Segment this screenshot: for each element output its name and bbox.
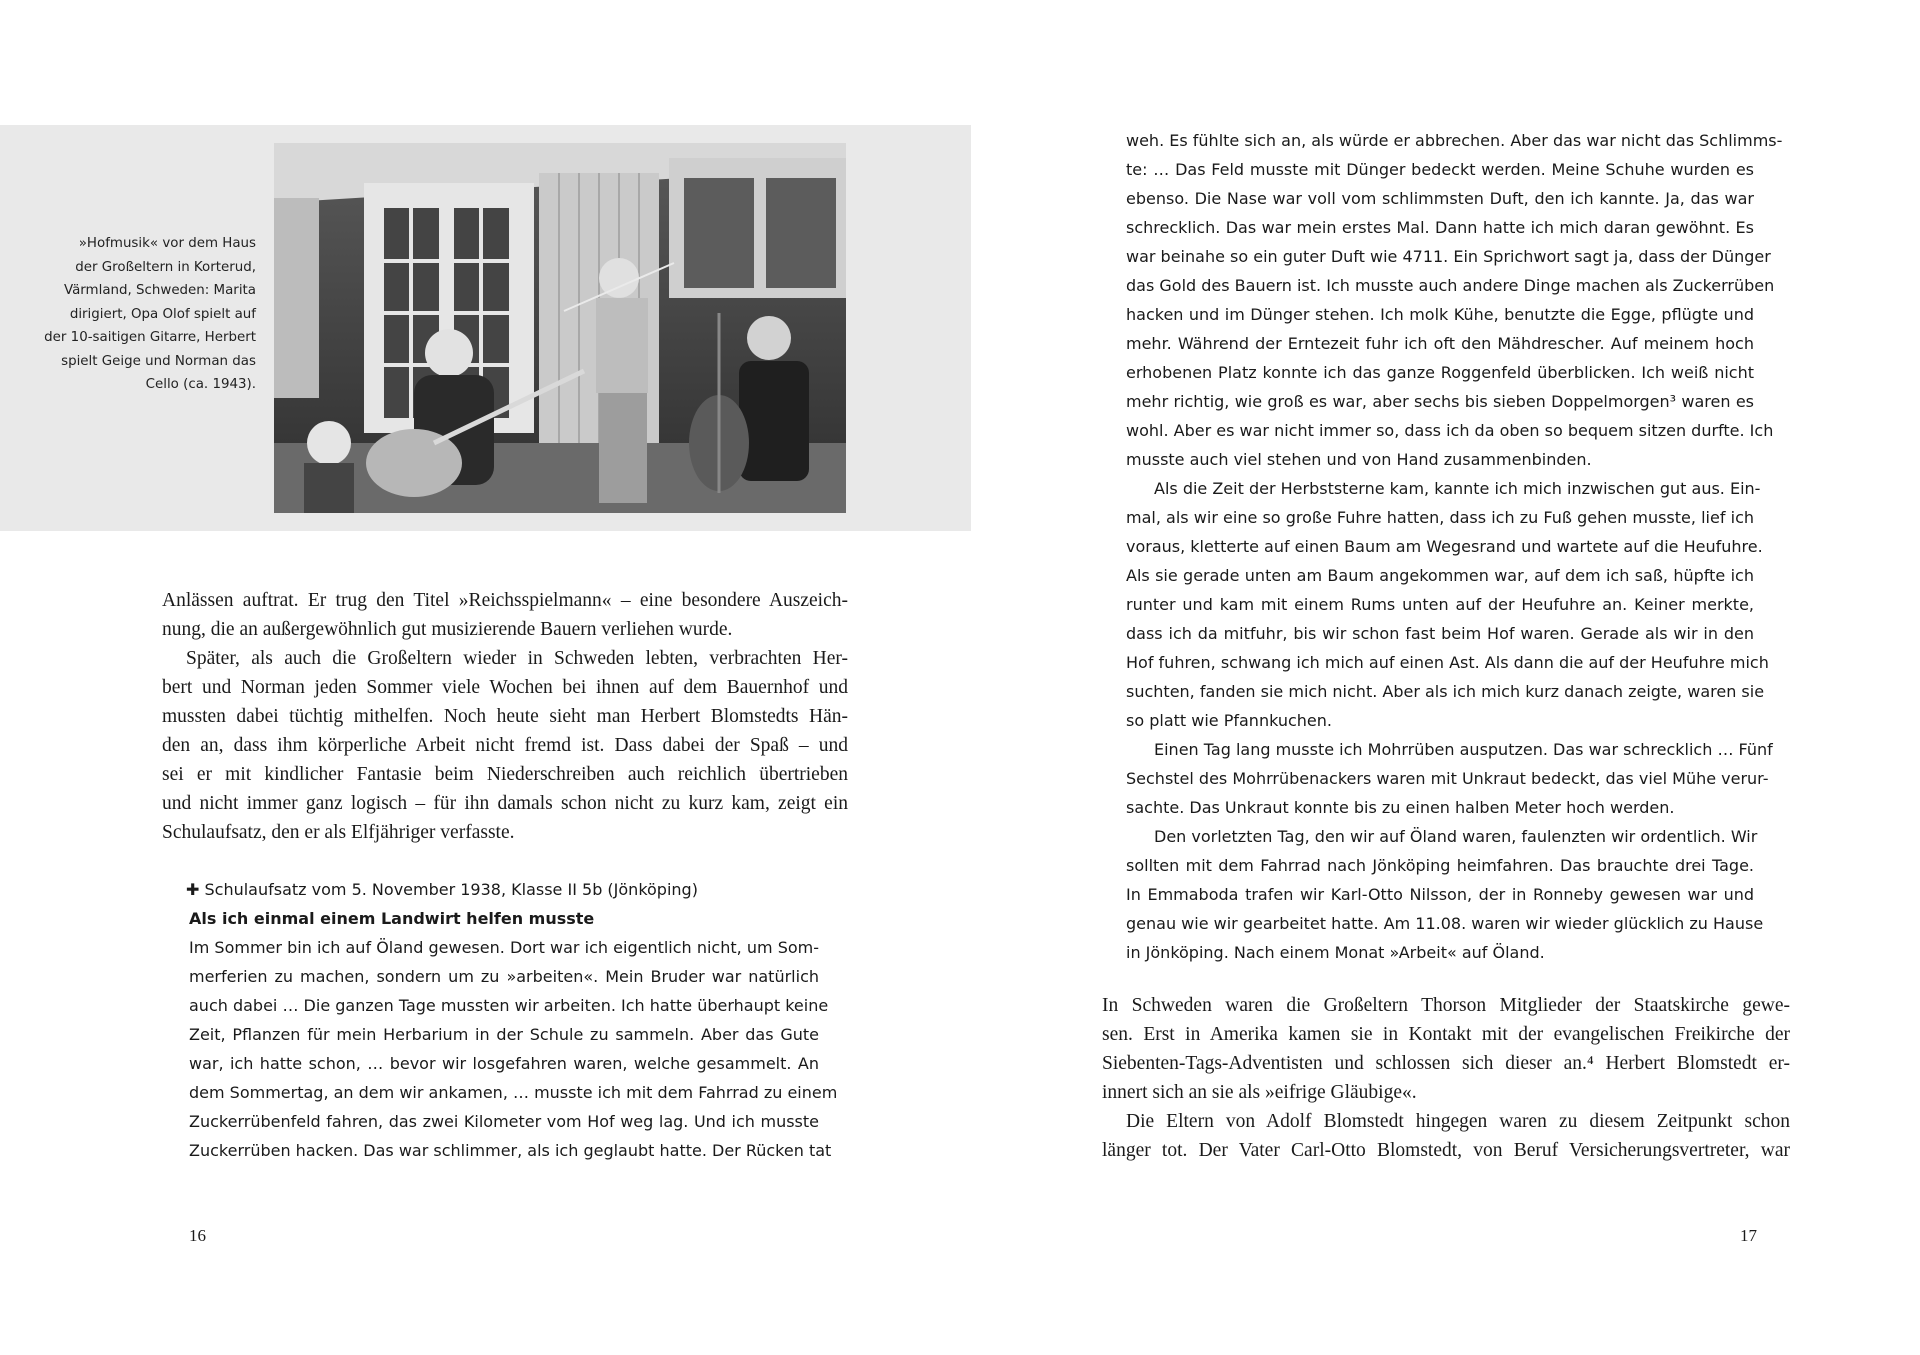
- essay-line: musste auch viel stehen und von Hand zusammenbinden.: [1126, 450, 1592, 469]
- text-line: bert und Norman jeden Sommer viele Wochen bei ihnen auf dem Bauernhof und: [162, 677, 848, 698]
- caption-line: dirigiert, Opa Olof spielt auf: [69, 306, 256, 322]
- text-line: sei er mit kindlicher Fantasie beim Niederschreiben auch reichlich übertrieben: [162, 764, 848, 785]
- essay-line: genau wie wir gearbeitet hatte. Am 11.08. waren wir wieder glücklich zu Hause: [1126, 914, 1764, 933]
- essay-line: das Gold des Bauern ist. Ich musste auch andere Dinge machen als Zuckerrüben: [1126, 276, 1775, 295]
- essay-meta: ✚ Schulaufsatz vom 5. November 1938, Klasse II 5b (Jönköping): [186, 880, 698, 899]
- essay-line: Einen Tag lang musste ich Mohrrüben ausputzen. Das war schrecklich … Fünf: [1154, 740, 1773, 759]
- photo-image: [274, 143, 846, 513]
- text-line: sen. Erst in Amerika kamen sie in Kontakt mit der evangelischen Freikirche der: [1102, 1024, 1790, 1045]
- essay-line: suchten, fanden sie mich nicht. Aber als ich mich kurz danach zeigte, waren sie: [1126, 682, 1765, 701]
- essay-line: auch dabei … Die ganzen Tage mussten wir arbeiten. Ich hatte überhaupt keine: [189, 996, 829, 1015]
- page-number-right: 17: [1740, 1226, 1757, 1245]
- text-line: Siebenten-Tags-Adventisten und schlossen sich dieser an.⁴ Herbert Blomstedt er-: [1102, 1053, 1790, 1074]
- caption-line: »Hofmusik« vor dem Haus: [78, 236, 256, 251]
- essay-line: Zuckerrübenfeld fahren, das zwei Kilometer vom Hof weg lag. Und ich musste: [189, 1112, 819, 1131]
- essay-line: Zuckerrüben hacken. Das war schlimmer, als ich geglaubt hatte. Der Rücken tat: [189, 1141, 832, 1160]
- essay-line: merferien zu machen, sondern um zu »arbeiten«. Mein Bruder war natürlich: [189, 967, 819, 986]
- essay-line: war, ich hatte schon, … bevor wir losgefahren waren, welche gesammelt. An: [189, 1054, 819, 1073]
- essay-line: war beinahe so ein guter Duft wie 4711. Ein Sprichwort sagt ja, dass der Dünger: [1126, 247, 1771, 266]
- essay-line: dass ich da mitfuhr, bis wir schon fast beim Hof waren. Gerade als wir in den: [1126, 624, 1754, 643]
- essay-line: sollten mit dem Fahrrad nach Jönköping heimfahren. Das brauchte drei Tage.: [1126, 856, 1754, 875]
- essay-line: te: … Das Feld musste mit Dünger bedeckt werden. Meine Schuhe wurden es: [1126, 160, 1754, 179]
- essay-line: Im Sommer bin ich auf Öland gewesen. Dort war ich eigentlich nicht, um Som-: [189, 938, 819, 957]
- essay-line: runter und kam mit einem Rums unten auf der Heufuhre an. Keiner merkte,: [1126, 595, 1754, 614]
- photo-caption: [30, 232, 256, 397]
- essay-line: mal, als wir eine so große Fuhre hatten, dass ich zu Fuß gehen musste, lief ich: [1126, 508, 1754, 527]
- caption-line: Cello (ca. 1943).: [145, 377, 256, 392]
- text-line: innert sich an sie als »eifrige Gläubige«.: [1102, 1082, 1417, 1103]
- essay-line: ebenso. Die Nase war voll vom schlimmsten Duft, den ich kannte. Ja, das war: [1126, 189, 1754, 208]
- essay-line: in Jönköping. Nach einem Monat »Arbeit« auf Öland.: [1126, 943, 1545, 962]
- essay-line: sachte. Das Unkraut konnte bis zu einen halben Meter hoch werden.: [1126, 798, 1675, 817]
- essay-line: voraus, kletterte auf einen Baum am Wegesrand und wartete auf die Heufuhre.: [1126, 537, 1763, 556]
- text-line: Anlässen auftrat. Er trug den Titel »Reichsspielmann« – eine besondere Auszeich-: [162, 590, 848, 611]
- text-line: mussten dabei tüchtig mithelfen. Noch heute sieht man Herbert Blomstedts Hän-: [162, 706, 848, 727]
- essay-line: dem Sommertag, an dem wir ankamen, … musste ich mit dem Fahrrad zu einem: [189, 1083, 838, 1102]
- essay-line: Als sie gerade unten am Baum angekommen war, auf dem ich saß, hüpfte ich: [1126, 566, 1754, 585]
- essay-title: Als ich einmal einem Landwirt helfen musste: [189, 909, 595, 928]
- text-line: Schulaufsatz, den er als Elfjähriger verfasste.: [162, 822, 515, 843]
- family-music-photo: [274, 143, 846, 513]
- text-line: Die Eltern von Adolf Blomstedt hingegen waren zu diesem Zeitpunkt schon: [1126, 1111, 1790, 1132]
- essay-line: wohl. Aber es war nicht immer so, dass ich da oben so bequem sitzen durfte. Ich: [1126, 421, 1774, 440]
- caption-line: Värmland, Schweden: Marita: [63, 283, 256, 298]
- page-number-left: 16: [189, 1226, 206, 1245]
- essay-line: Hof fuhren, schwang ich mich auf einen Ast. Als dann die auf der Heufuhre mich: [1126, 653, 1769, 672]
- essay-line: schrecklich. Das war mein erstes Mal. Dann hatte ich mich daran gewöhnt. Es: [1126, 218, 1754, 237]
- text-line: länger tot. Der Vater Carl-Otto Blomstedt, von Beruf Versicherungsvertreter, war: [1102, 1140, 1790, 1161]
- text-line: In Schweden waren die Großeltern Thorson Mitglieder der Staatskirche gewe-: [1102, 995, 1790, 1016]
- text-line: und nicht immer ganz logisch – für ihn damals schon nicht zu kurz kam, zeigt ein: [162, 793, 848, 814]
- essay-line: Den vorletzten Tag, den wir auf Öland waren, faulenzten wir ordentlich. Wir: [1154, 827, 1758, 846]
- essay-line: mehr. Während der Erntezeit fuhr ich oft den Mähdrescher. Auf meinem hoch: [1126, 334, 1754, 353]
- essay-line: Zeit, Pflanzen für mein Herbarium in der Schule zu sammeln. Aber das Gute: [189, 1025, 819, 1044]
- essay-line: mehr richtig, wie groß es war, aber sechs bis sieben Doppelmorgen³ waren es: [1126, 392, 1754, 411]
- text-line: den an, dass ihm körperliche Arbeit nicht fremd ist. Dass dabei der Spaß – und: [162, 735, 848, 756]
- essay-line: In Emmaboda trafen wir Karl-Otto Nilsson, der in Ronneby gewesen war und: [1126, 885, 1754, 904]
- caption-line: der 10-saitigen Gitarre, Herbert: [44, 330, 256, 345]
- caption-line: spielt Geige und Norman das: [61, 353, 256, 369]
- essay-line: Sechstel des Mohrrübenackers waren mit Unkraut bedeckt, das viel Mühe verur-: [1126, 769, 1769, 788]
- essay-line: hacken und im Dünger stehen. Ich molk Kühe, benutzte die Egge, pflügte und: [1126, 305, 1754, 324]
- essay-line: erhobenen Platz konnte ich das ganze Roggenfeld überblicken. Ich weiß nicht: [1126, 363, 1754, 382]
- essay-line: Als die Zeit der Herbststerne kam, kannte ich mich inzwischen gut aus. Ein-: [1154, 479, 1761, 498]
- essay-line: weh. Es fühlte sich an, als würde er abbrechen. Aber das war nicht das Schlimms-: [1126, 131, 1783, 150]
- text-line: nung, die an außergewöhnlich gut musizierende Bauern verliehen wurde.: [162, 619, 733, 640]
- essay-line: so platt wie Pfannkuchen.: [1126, 711, 1332, 730]
- caption-line: der Großeltern in Korterud,: [75, 259, 256, 275]
- text-line: Später, als auch die Großeltern wieder in Schweden lebten, verbrachten Her-: [186, 648, 848, 669]
